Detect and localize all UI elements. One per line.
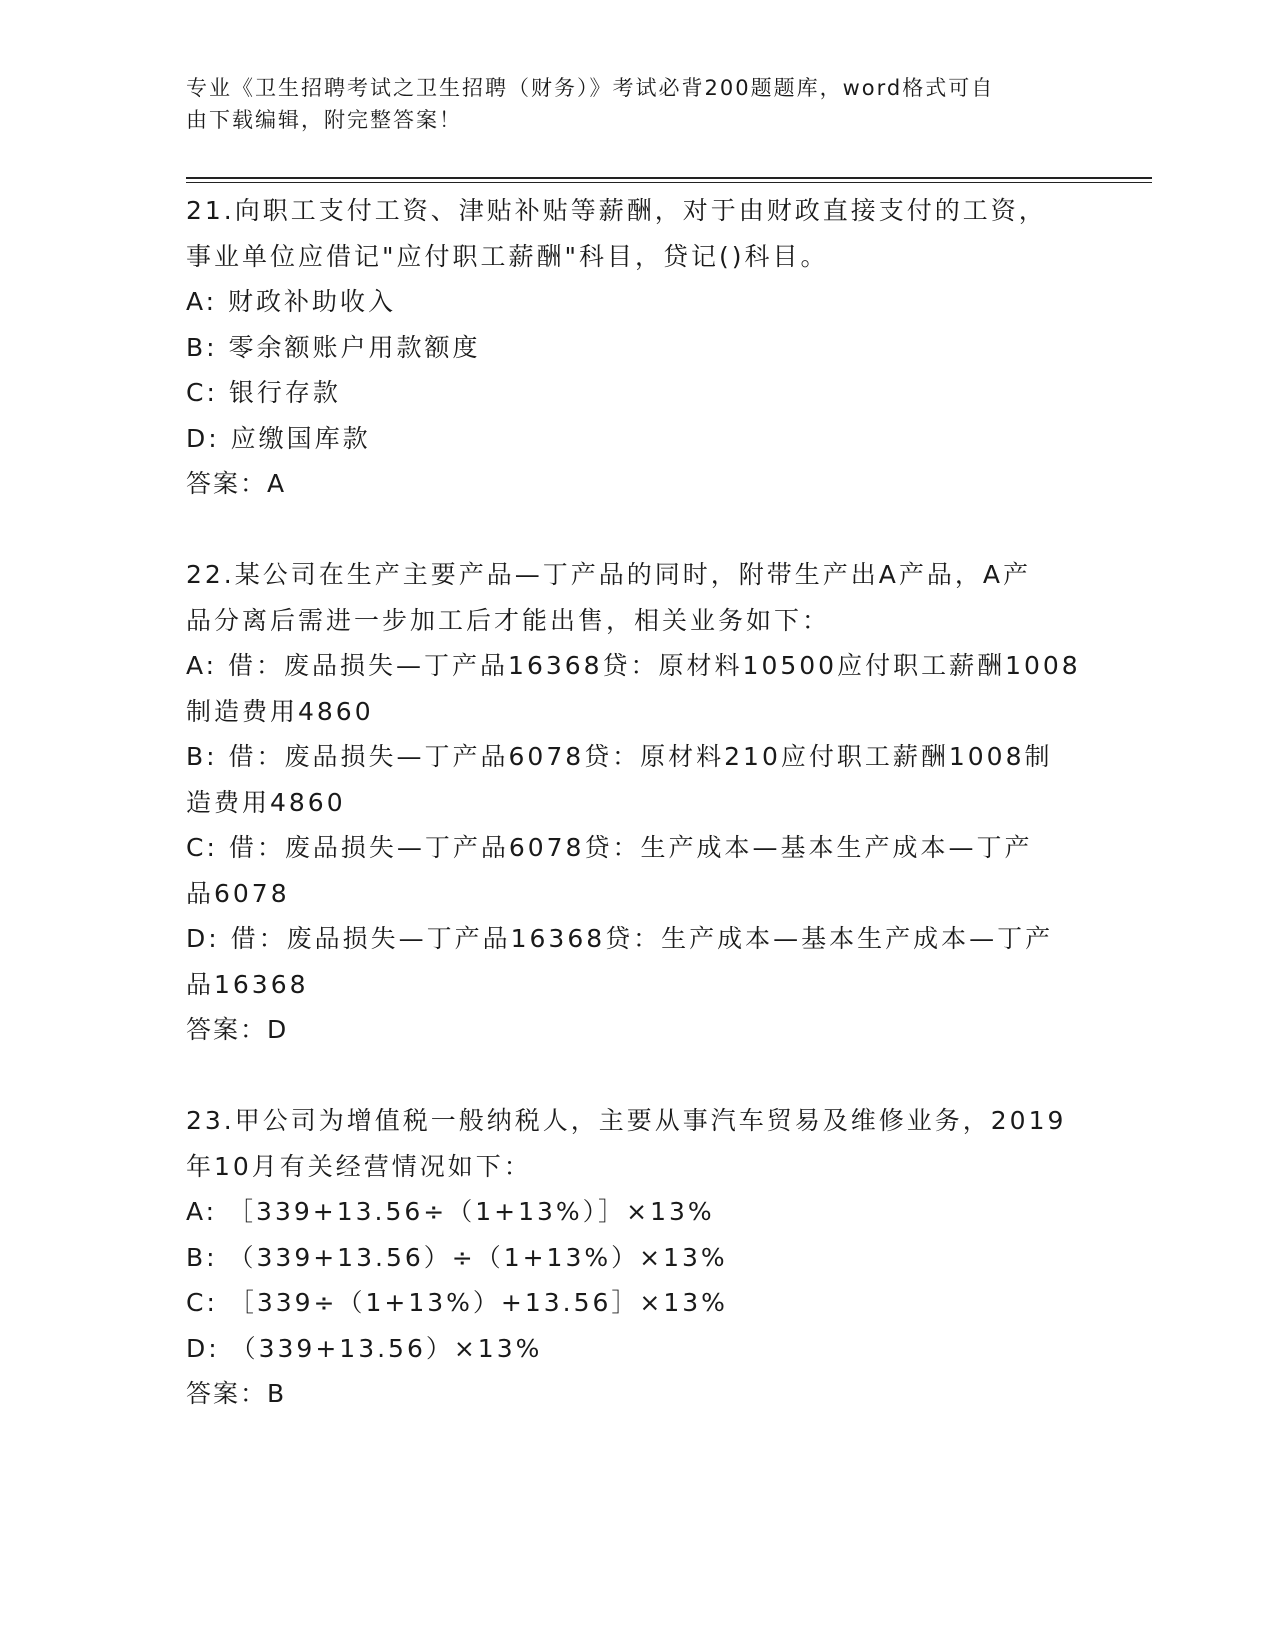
question-stem-line: 年10月有关经营情况如下： [186, 1151, 532, 1181]
question-stem-line: 21.向职工支付工资、津贴补贴等薪酬，对于由财政直接支付的工资， [186, 196, 1047, 225]
question-stem-line: 品分离后需进一步加工后才能出售，相关业务如下： [186, 605, 831, 635]
question-spacer [186, 1053, 1086, 1099]
question-stem-line: 23.甲公司为增值税一般纳税人，主要从事汽车贸易及维修业务，2019 [186, 1106, 1067, 1135]
answer-line: 答案：D [186, 1015, 289, 1044]
option-line: B: 借：废品损失—丁产品6078贷：原材料210应付职工薪酬1008制 [186, 742, 1053, 771]
document-header [186, 72, 1066, 136]
option-line: 品16368 [186, 969, 309, 999]
question-stem-line: 22.某公司在生产主要产品—丁产品的同时，附带生产出A产品，A产 [186, 560, 1031, 589]
question-block [186, 188, 1086, 507]
question-spacer [186, 507, 1086, 553]
option-line: 品6078 [186, 878, 290, 908]
option-line: A: 借：废品损失—丁产品16368贷：原材料10500应付职工薪酬1008 [186, 651, 1081, 680]
option-line: 制造费用4860 [186, 696, 374, 726]
option-line: B: 零余额账户用款额度 [186, 332, 481, 362]
answer-line: 答案：B [186, 1379, 287, 1408]
answer-line: 答案：A [186, 469, 287, 498]
header-line-1: 专业《卫生招聘考试之卫生招聘（财务）》考试必背200题题库，word格式可自 [186, 76, 995, 100]
option-line: C: 银行存款 [186, 378, 341, 407]
header-rule-thin [186, 182, 1152, 183]
option-line: D: 借：废品损失—丁产品16368贷：生产成本—基本生产成本—丁产 [186, 924, 1054, 953]
header-rule-thick [186, 177, 1152, 179]
option-line: D: （339+13.56）×13% [186, 1333, 543, 1363]
option-line: A: ［339+13.56÷（1+13%）］×13% [186, 1197, 715, 1226]
option-line: D: 应缴国库款 [186, 423, 371, 453]
option-line: B: （339+13.56）÷（1+13%）×13% [186, 1242, 728, 1272]
question-block [186, 1098, 1086, 1417]
question-list [186, 188, 1086, 1417]
option-line: C: ［339÷（1+13%）+13.56］×13% [186, 1288, 728, 1317]
option-line: 造费用4860 [186, 787, 346, 817]
header-line-2: 由下载编辑，附完整答案！ [186, 108, 462, 132]
option-line: A: 财政补助收入 [186, 287, 397, 316]
option-line: C: 借：废品损失—丁产品6078贷：生产成本—基本生产成本—丁产 [186, 833, 1033, 862]
question-stem-line: 事业单位应借记"应付职工薪酬"科目，贷记()科目。 [186, 241, 829, 271]
question-block [186, 552, 1086, 1053]
